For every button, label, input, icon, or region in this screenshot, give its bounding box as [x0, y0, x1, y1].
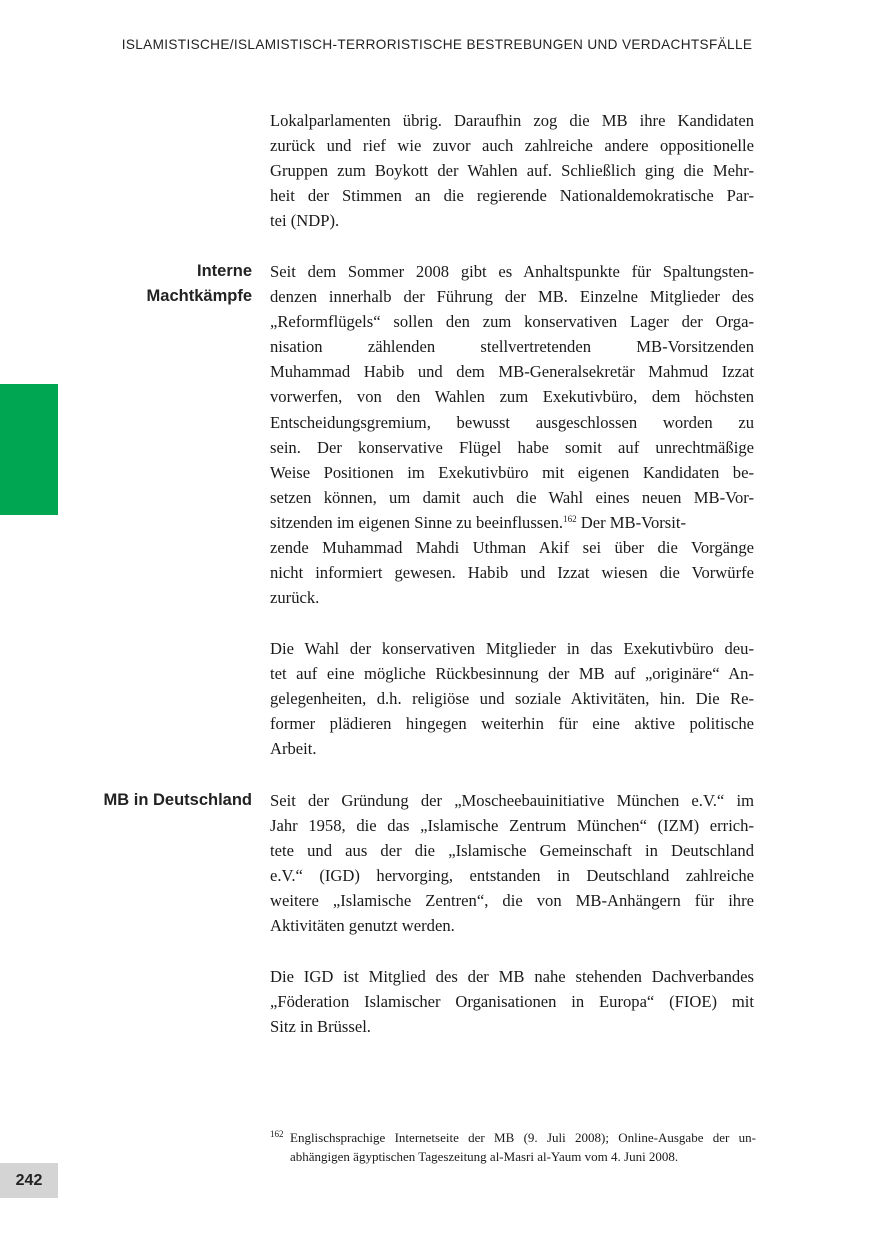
footnote-mark: 162 [270, 1129, 284, 1139]
text-line: former plädieren hingegen weiterhin für eine aktive politische [270, 714, 754, 734]
footnote [270, 1128, 756, 1166]
side-heading-line: MB in Deutschland [103, 791, 252, 809]
text-line: Seit dem Sommer 2008 gibt es Anhaltspunkte für Spaltungsten- [270, 262, 754, 281]
text-line: tet auf eine mögliche Rückbesinnung der MB auf „originäre“ An- [270, 664, 754, 684]
text-line: zurück. [270, 588, 320, 608]
page-number: 242 [0, 1163, 58, 1198]
text-line: heit der Stimmen an die regierende Nationaldemokratische Par- [270, 186, 754, 206]
text-line: setzen können, um damit auch die Wahl eines neuen MB-Vor- [270, 487, 754, 507]
text-line: gelegenheiten, d.h. religiöse und soziale Aktivitäten, hin. Die Re- [270, 689, 754, 709]
text-line: „Reformflügels“ sollen den zum konservativen Lager der Orga- [270, 312, 754, 332]
text-line: e.V.“ (IGD) hervorging, entstanden in Deutschland zahlreiche [270, 866, 754, 886]
text-line: nicht informiert gewesen. Habib und Izzat wiesen die Vorwürfe [270, 563, 754, 583]
side-heading-line: Machtkämpfe [146, 287, 252, 305]
text-line: abhängigen ägyptischen Tageszeitung al-Masri al-Yaum vom 4. Juni 2008. [290, 1149, 679, 1164]
text-line: tete und aus der die „Islamische Gemeinschaft in Deutschland [270, 841, 754, 861]
paragraph-1 [270, 108, 754, 233]
text-line: Aktivitäten genutzt werden. [270, 916, 455, 936]
text-line: nisation zählenden stellvertretenden MB-Vorsitzenden [270, 337, 754, 357]
text-line: Die IGD ist Mitglied des der MB nahe stehenden Dachverbandes [270, 967, 754, 986]
side-heading-mb-in-deutschland [60, 788, 252, 813]
text-line: Seit der Gründung der „Moscheebauinitiative München e.V.“ im [270, 791, 754, 810]
text-line: denzen innerhalb der Führung der MB. Einzelne Mitglieder des [270, 287, 754, 307]
text-line: Gruppen zum Boykott der Wahlen auf. Schließlich ging die Mehr- [270, 161, 754, 181]
paragraph-5 [270, 964, 754, 1039]
text-line: Sitz in Brüssel. [270, 1017, 371, 1037]
text-line: zende Muhammad Mahdi Uthman Akif sei über die Vorgänge [270, 538, 754, 558]
text-line: zurück und rief wie zuvor auch zahlreiche andere oppositionelle [270, 136, 754, 156]
text-line: Lokalparlamenten übrig. Daraufhin zog die MB ihre Kandidaten [270, 111, 754, 130]
paragraph-4 [270, 788, 754, 939]
text-segment: Der MB-Vorsit- [576, 512, 686, 532]
text-line: vorwerfen, von den Wahlen zum Exekutivbüro, dem höchsten [270, 387, 754, 407]
text-line [270, 510, 754, 535]
footnote-text [290, 1128, 756, 1166]
side-heading-interne-machtkaempfe [60, 259, 252, 309]
text-line: sein. Der konservative Flügel habe somit auf unrechtmäßige [270, 437, 754, 457]
text-line: Muhammad Habib und dem MB-Generalsekretär Mahmud Izzat [270, 362, 754, 382]
text-line: Weise Positionen im Exekutivbüro mit eigenen Kandidaten be- [270, 462, 754, 482]
text-line: Jahr 1958, die das „Islamische Zentrum München“ (IZM) errich- [270, 816, 754, 836]
paragraph-2 [270, 259, 754, 610]
text-line: Englischsprachige Internetseite der MB (9. Juli 2008); Online-Ausgabe der un- [290, 1130, 756, 1145]
text-line: „Föderation Islamischer Organisationen in Europa“ (FIOE) mit [270, 992, 754, 1012]
text-line: tei (NDP). [270, 211, 340, 231]
text-segment: sitzenden im eigenen Sinne zu beeinflussen. [270, 512, 564, 532]
text-line: Die Wahl der konservativen Mitglieder in das Exekutivbüro deu- [270, 639, 754, 658]
footnote-reference[interactable]: 162 [563, 513, 577, 524]
side-heading-line: Interne [196, 262, 252, 280]
text-line: weitere „Islamische Zentren“, die von MB-Anhängern für ihre [270, 891, 754, 911]
running-head: ISLAMISTISCHE/ISLAMISTISCH-TERRORISTISCHE BESTREBUNGEN UND VERDACHTSFÄLLE [121, 37, 753, 52]
text-line: Entscheidungsgremium, bewusst ausgeschlossen worden zu [270, 412, 754, 432]
text-line: Arbeit. [270, 739, 317, 759]
section-color-tab [0, 384, 58, 515]
paragraph-3 [270, 636, 754, 761]
